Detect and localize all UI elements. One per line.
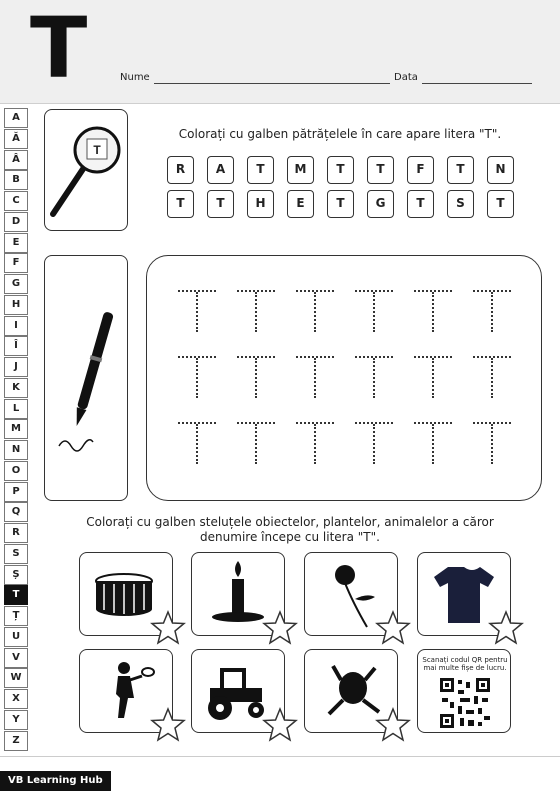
alphabet-item[interactable]: F: [4, 253, 28, 273]
tracing-stem: [491, 424, 493, 464]
alphabet-item[interactable]: C: [4, 191, 28, 211]
alphabet-item[interactable]: E: [4, 233, 28, 253]
tracing-letter-t[interactable]: [178, 290, 216, 332]
tracing-letter-t[interactable]: [414, 290, 452, 332]
letter-square[interactable]: T: [407, 190, 434, 218]
alphabet-item[interactable]: O: [4, 461, 28, 481]
tracing-letter-t[interactable]: [473, 422, 511, 464]
tracing-stem: [373, 292, 375, 332]
letter-square[interactable]: A: [207, 156, 234, 184]
letter-square[interactable]: T: [167, 190, 194, 218]
alphabet-item[interactable]: Ș: [4, 565, 28, 585]
task2-instruction: Colorați cu galben steluțele obiectelor, plantelor, animalelor a căror denumire începe cu litera "T".: [86, 515, 494, 544]
tracing-stem: [432, 292, 434, 332]
tracing-stem: [491, 358, 493, 398]
star-rose[interactable]: [375, 610, 411, 646]
letter-square[interactable]: R: [167, 156, 194, 184]
qr-code-icon[interactable]: [438, 676, 492, 730]
tracing-stem: [491, 292, 493, 332]
star-frog[interactable]: [375, 707, 411, 743]
alphabet-item[interactable]: Î: [4, 336, 28, 356]
tracing-letter-t[interactable]: [473, 356, 511, 398]
date-field-line[interactable]: [422, 83, 532, 84]
tracing-stem: [314, 292, 316, 332]
worksheet-header: [0, 0, 560, 104]
tracing-letter-t[interactable]: [237, 422, 275, 464]
alphabet-item[interactable]: U: [4, 627, 28, 647]
brand-label: VB Learning Hub: [0, 771, 111, 791]
letter-square[interactable]: E: [287, 190, 314, 218]
alphabet-item[interactable]: Q: [4, 502, 28, 522]
tracing-stem: [373, 358, 375, 398]
alphabet-item[interactable]: W: [4, 668, 28, 688]
fountain-pen-icon: [45, 256, 129, 502]
tracing-stem: [196, 292, 198, 332]
tracing-stem: [255, 424, 257, 464]
alphabet-sidebar: [4, 108, 28, 751]
letter-square[interactable]: T: [327, 156, 354, 184]
name-field-line[interactable]: [154, 83, 390, 84]
tracing-letter-t[interactable]: [355, 422, 393, 464]
letter-square[interactable]: M: [287, 156, 314, 184]
alphabet-item[interactable]: L: [4, 399, 28, 419]
letter-square[interactable]: S: [447, 190, 474, 218]
alphabet-item[interactable]: Z: [4, 731, 28, 751]
letter-square[interactable]: T: [247, 156, 274, 184]
date-label: Data: [394, 72, 418, 83]
tracing-letter-t[interactable]: [237, 290, 275, 332]
star-tennis-player[interactable]: [150, 707, 186, 743]
alphabet-item[interactable]: R: [4, 523, 28, 543]
magnifier-letter: T: [93, 143, 101, 157]
pen-card: [44, 255, 128, 501]
magnifying-glass-icon: [45, 110, 129, 232]
tracing-stem: [314, 358, 316, 398]
letter-square[interactable]: T: [487, 190, 514, 218]
letter-square[interactable]: T: [447, 156, 474, 184]
alphabet-item[interactable]: K: [4, 378, 28, 398]
alphabet-item[interactable]: G: [4, 274, 28, 294]
tracing-letter-t[interactable]: [414, 422, 452, 464]
tracing-stem: [432, 424, 434, 464]
letter-square[interactable]: F: [407, 156, 434, 184]
alphabet-item[interactable]: Â: [4, 150, 28, 170]
star-drum[interactable]: [150, 610, 186, 646]
tracing-stem: [196, 358, 198, 398]
star-candle[interactable]: [262, 610, 298, 646]
alphabet-item[interactable]: J: [4, 357, 28, 377]
alphabet-item[interactable]: P: [4, 482, 28, 502]
alphabet-item[interactable]: Ă: [4, 129, 28, 149]
qr-card: [417, 649, 511, 733]
letter-square[interactable]: T: [367, 156, 394, 184]
tracing-stem: [314, 424, 316, 464]
alphabet-item[interactable]: X: [4, 689, 28, 709]
alphabet-item[interactable]: S: [4, 544, 28, 564]
alphabet-item[interactable]: M: [4, 419, 28, 439]
tracing-letter-t[interactable]: [178, 356, 216, 398]
tracing-stem: [255, 292, 257, 332]
letter-square[interactable]: T: [207, 190, 234, 218]
letter-square[interactable]: H: [247, 190, 274, 218]
tracing-stem: [373, 424, 375, 464]
alphabet-item[interactable]: B: [4, 170, 28, 190]
alphabet-item[interactable]: N: [4, 440, 28, 460]
alphabet-item[interactable]: I: [4, 316, 28, 336]
star-tshirt[interactable]: [488, 610, 524, 646]
big-letter-title: T: [30, 0, 88, 97]
alphabet-item[interactable]: A: [4, 108, 28, 128]
tracing-letter-t[interactable]: [237, 356, 275, 398]
tracing-letter-t[interactable]: [355, 290, 393, 332]
alphabet-item[interactable]: T: [4, 585, 28, 605]
alphabet-item[interactable]: Y: [4, 710, 28, 730]
alphabet-item[interactable]: V: [4, 648, 28, 668]
tracing-letter-t[interactable]: [414, 356, 452, 398]
tracing-letter-t[interactable]: [296, 422, 334, 464]
alphabet-item[interactable]: H: [4, 295, 28, 315]
alphabet-item[interactable]: D: [4, 212, 28, 232]
letter-square[interactable]: N: [487, 156, 514, 184]
name-label: Nume: [120, 72, 150, 83]
magnifier-card: [44, 109, 128, 231]
tracing-stem: [196, 424, 198, 464]
letter-square[interactable]: T: [327, 190, 354, 218]
tracing-stem: [255, 358, 257, 398]
alphabet-item[interactable]: Ț: [4, 606, 28, 626]
letter-square[interactable]: G: [367, 190, 394, 218]
tracing-stem: [432, 358, 434, 398]
tracing-letter-t[interactable]: [296, 290, 334, 332]
star-tractor[interactable]: [262, 707, 298, 743]
task1-instruction: Colorați cu galben pătrățelele în care apare litera "T".: [178, 127, 502, 141]
qr-instruction: Scanați codul QR pentru mai multe fișe de lucru.: [422, 656, 508, 672]
tracing-letter-t[interactable]: [178, 422, 216, 464]
tracing-letter-t[interactable]: [473, 290, 511, 332]
tracing-letter-t[interactable]: [296, 356, 334, 398]
tracing-letter-t[interactable]: [355, 356, 393, 398]
